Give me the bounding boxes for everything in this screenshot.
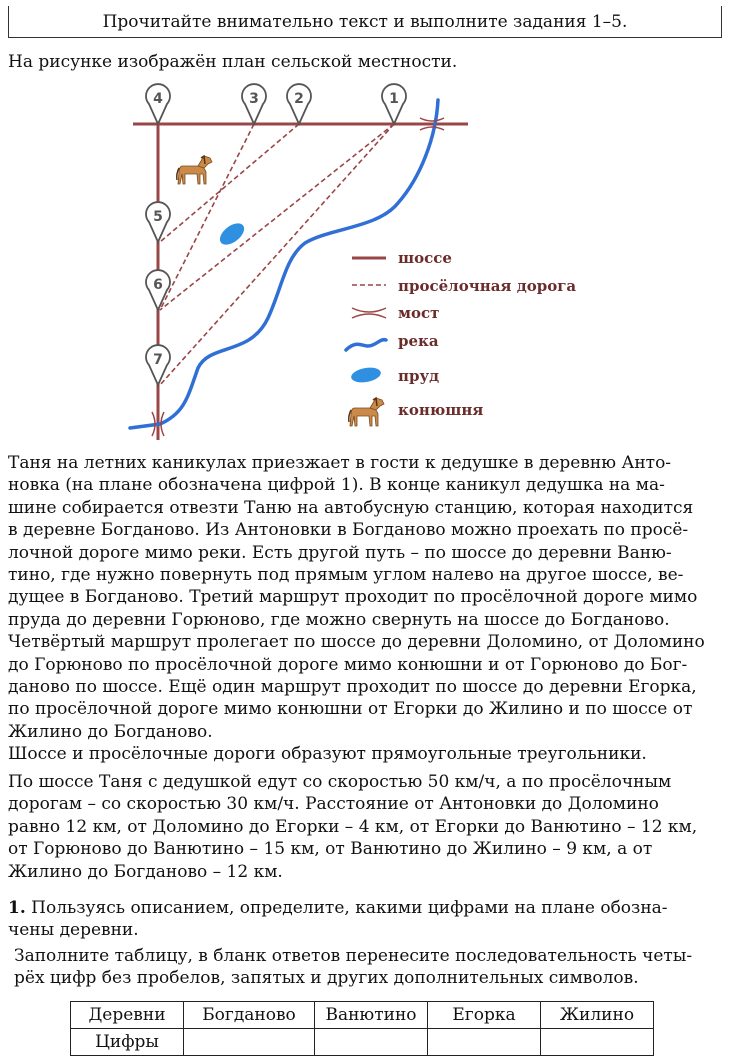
legend-label-stable: конюшня — [398, 401, 484, 419]
table-label-digits: Цифры — [71, 1029, 184, 1056]
speed-paragraph — [8, 771, 722, 883]
story-line: в деревне Богданово. Из Антоновки в Богданово можно проехать по просё- — [8, 520, 689, 541]
legend-label-pond: пруд — [398, 367, 440, 385]
story-line: Жилино до Богданово. — [8, 721, 213, 742]
story-line: по просёлочной дороге мимо конюшни от Егорки до Жилино и по шоссе от — [8, 699, 693, 720]
speed-line: Жилино до Богданово – 12 км. — [8, 861, 283, 882]
marker-5 — [146, 202, 170, 242]
instr-line: рёх цифр без пробелов, запятых и других дополнительных символов. — [14, 968, 639, 989]
table-header-zhilino: Жилино — [541, 1002, 654, 1029]
legend-label-highway: шоссе — [398, 249, 452, 267]
answer-cell-egorka[interactable] — [428, 1029, 541, 1056]
speed-line: от Горюново до Ванютино – 15 км, от Ванютино до Жилино – 9 км, а от — [8, 839, 653, 860]
story-paragraph — [8, 452, 722, 766]
task-text: Пользуясь описанием, определите, какими цифрами на плане обозна- — [25, 898, 668, 918]
svg-text:3: 3 — [249, 91, 259, 107]
table-header-villages: Деревни — [71, 1002, 184, 1029]
speed-line: По шоссе Таня с дедушкой едут со скоростью 50 км/ч, а по просёлочным — [8, 772, 672, 792]
story-line: Таня на летних каникулах приезжает в гости к дедушке в деревню Анто- — [8, 453, 672, 473]
story-line: Шоссе и просёлочные дороги образуют прямоугольные треугольники. — [8, 744, 647, 765]
table-header-egorka: Егорка — [428, 1002, 541, 1029]
map-markers — [146, 84, 406, 385]
svg-text:7: 7 — [153, 352, 163, 368]
river — [130, 100, 438, 428]
horse-icon — [349, 398, 384, 426]
story-line: Четвёртый маршрут пролегает по шоссе до деревни Доломино, от Доломино — [8, 632, 705, 653]
speed-line: дорогам – со скоростью 30 км/ч. Расстояние от Антоновки до Доломино — [8, 794, 659, 815]
dirt-road-1-6 — [160, 124, 394, 310]
svg-text:6: 6 — [153, 277, 163, 293]
answer-cell-zhilino[interactable] — [541, 1029, 654, 1056]
river-icon — [346, 340, 386, 350]
village-map — [0, 78, 730, 450]
dirt-road-3-6 — [160, 124, 254, 310]
table-header-vanyutino: Ванютино — [315, 1002, 428, 1029]
task-1 — [8, 897, 722, 942]
instructions-title: Прочитайте внимательно текст и выполните задания 1–5. — [102, 12, 628, 32]
dirt-road-2-5 — [160, 124, 299, 242]
marker-2 — [287, 84, 311, 124]
table-header-bogdanovo: Богданово — [184, 1002, 315, 1029]
answer-table — [70, 1001, 654, 1056]
legend-label-dirt-road: просёлочная дорога — [398, 277, 577, 295]
task-text-cont: чены деревни. — [8, 920, 139, 941]
answer-cell-vanyutino[interactable] — [315, 1029, 428, 1056]
table-row-digits — [71, 1029, 654, 1056]
instructions-header — [8, 6, 722, 38]
legend-label-bridge: мост — [398, 304, 440, 322]
legend-label-river: река — [398, 332, 439, 350]
story-line: до Горюново по просёлочной дороге мимо конюшни и от Горюново до Бог- — [8, 654, 688, 675]
marker-3 — [242, 84, 266, 124]
map-legend — [346, 249, 576, 426]
task-number: 1. — [8, 898, 26, 918]
pond-icon — [350, 366, 382, 385]
svg-text:4: 4 — [153, 91, 163, 107]
story-line: лочной дороге мимо реки. Есть другой путь – по шоссе до деревни Ваню- — [8, 542, 672, 563]
story-line: дущее в Богданово. Третий маршрут проходит по просёлочной дороге мимо — [8, 587, 698, 608]
table-row-villages — [71, 1002, 654, 1029]
marker-1 — [382, 84, 406, 124]
task-instructions — [14, 945, 722, 990]
answer-cell-bogdanovo[interactable] — [184, 1029, 315, 1056]
svg-text:5: 5 — [153, 209, 163, 225]
bridge-icon — [352, 308, 386, 318]
speed-line: равно 12 км, от Доломино до Егорки – 4 км, от Егорки до Ванютино – 12 км, — [8, 816, 698, 837]
story-line: шине собирается отвезти Таню на автобусную станцию, которая находится — [8, 497, 694, 518]
intro-text: На рисунке изображён план сельской местности. — [8, 52, 458, 72]
story-line: тино, где нужно повернуть под прямым углом налево на другое шоссе, ве- — [8, 565, 684, 586]
story-line: даново по шоссе. Ещё один маршрут проходит по шоссе до деревни Егорка, — [8, 677, 697, 698]
svg-text:1: 1 — [389, 91, 399, 107]
story-line: пруда до деревни Горюново, где можно свернуть на шоссе до Богданово. — [8, 609, 670, 630]
highways — [133, 108, 468, 440]
marker-7 — [146, 345, 170, 385]
horse-icon — [177, 156, 212, 184]
svg-text:2: 2 — [294, 91, 304, 107]
instr-line: Заполните таблицу, в бланк ответов перенесите последовательность четы- — [14, 946, 693, 966]
marker-4 — [146, 84, 170, 124]
story-line: новка (на плане обозначена цифрой 1). В конце каникул дедушка на ма- — [8, 475, 665, 496]
